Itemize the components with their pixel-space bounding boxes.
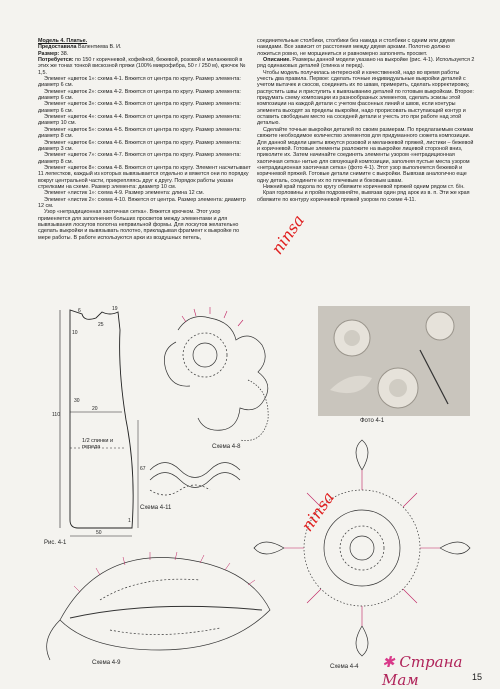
element-flower-2: Элемент «цветок 2»: схема 4-2. Вяжется от центра по кругу. Размер элемента: диаметр 6 см. xyxy=(38,88,241,102)
dim-30: 30 xyxy=(74,398,80,404)
logo-star-icon: ✱ xyxy=(382,653,395,671)
element-flower-3: Элемент «цветок 3»: схема 4-3. Вяжется от центра по кругу. Размер элемента: диаметр 6 см. xyxy=(38,101,241,114)
dim-19: 19 xyxy=(112,306,118,312)
dress-pattern-drawing xyxy=(60,310,138,536)
hem-paragraph: Нижний край подола по кругу обвяжите коричневой пряжей одним рядом ст. б/н. xyxy=(263,183,465,190)
dim-25: 25 xyxy=(98,322,104,328)
dim-20: 20 xyxy=(92,406,98,412)
element-flower-1: Элемент «цветок 1»: схема 4-1. Вяжется от центра по кругу. Размер элемента: диаметр 6 см. xyxy=(38,76,241,89)
element-flower-5: Элемент «цветок 5»: схема 4-5. Вяжется от центра по кругу. Размер элемента: диаметр 8 см. xyxy=(38,126,241,140)
description-label: Описание. xyxy=(263,57,291,64)
element-flower-4: Элемент «цветок 4»: схема 4-4. Вяжется от центра по кругу. Размер элемента: диаметр 10 см. xyxy=(38,114,241,127)
scheme-4-9-label: Схема 4-9 xyxy=(92,660,121,666)
figure-4-1-label: Рис. 4-1 xyxy=(44,540,67,546)
continuation: соединительные столбики, столбики без накида и столбики с одним или двумя накидами. Все зависит от расстояния между двумя арками. Полотно должно ложиться ровно, не морщиниться и равномерно заполнять просвет. xyxy=(257,38,455,57)
dim-50: 50 xyxy=(96,530,102,536)
element-leaf-2: Элемент «листик 2»: схема 4-10. Вяжется от центра. Размер элемента: диаметр 12 см. xyxy=(38,196,246,209)
watermark-signature-2: ninsa xyxy=(297,488,338,535)
back-front-label: 1/2 спинки и переда xyxy=(82,438,114,450)
scheme-4-9-drawing xyxy=(47,552,270,660)
scheme-4-8-label: Схема 4-8 xyxy=(212,444,241,450)
dim-6: 6 xyxy=(78,308,81,314)
provided-value: Валентиева В. И. xyxy=(76,44,122,51)
dim-67: 67 xyxy=(140,466,146,472)
site-logo xyxy=(382,653,500,689)
scheme-4-8-drawing xyxy=(164,307,268,441)
neckline-paragraph: Края горловины и пройм подровняйте, вывязав один ряд арок из в. п. Эти же края обвяжите по контуру коричневой пряжей узором по схеме 4-11. xyxy=(257,190,470,203)
photo-label: Фото 4-1 xyxy=(360,418,385,424)
mesh-pattern: Узор «нетрадиционная хаотичная сетка». Вяжется крючком. Этот узор применяется для заполнения больших просветов между элементами и для вывязывания лоскутов полотна непрвильной формы. Для лоскутов желательно сделать выкройки и вывязывать полотно, прикладывая фрагмент к выкройке по мере работы. В работе используются арки из воздушных петель, xyxy=(38,209,240,241)
model-title: Модель 4. Платье. xyxy=(38,38,88,44)
rules-paragraph: Чтобы модель получилась интересной и качественной, надо во время работы учесть два правила. Первое: сделать точные индивидуальные выкройки деталей с учетом вытачек и скосов, соединить их по швам, примерить, сделать корректировку, распустить швы и приступить к вывязыванию деталей по готовым выкройкам. Второе: придумать схему композиции из разнообразных элементов, сделать эскизы этой композиции на каждой детали с учетом фасонных линий и швов, если контуры элемента выходят за пределы выкройки, надо прорисовать выступающий контур и оставить свободным место на соседней детали и учесть это при работе над этой деталью. xyxy=(257,69,474,127)
page-number: 15 xyxy=(471,672,482,682)
materials-label: Потребуется: xyxy=(38,57,74,64)
provided-label: Предоставила xyxy=(38,44,77,51)
scheme-4-4-label: Схема 4-4 xyxy=(330,664,359,670)
watermark-signature-1: ninsa xyxy=(267,211,308,258)
dim-10: 10 xyxy=(72,330,78,336)
description-value: Размеры данной модели указано на выкройке (рис. 4-1). Используется 2 ряд одинаковых деталей (спинка и перед). xyxy=(257,57,475,70)
element-flower-8: Элемент «цветок 8»: схема 4-8. Вяжется от центра по кругу. Элемент насчитывает 11 лепестков, каждый из которых вывязывается отдельно и вяжется они по порядку вокруг центральной части, прикрепляясь друг к другу. Порядок работы указан стрелками на схеме. Размер элемента: диаметр 10 см. xyxy=(38,164,251,190)
assembly-paragraph: Сделайте точные выкройки деталей по своим размерам. По предлагаемым схемам свяжите необходимое количество элементов для придуманного сюжета композиции. Для данной модели цветы вяжутся розовой и меланжевой пряжей, листики – бежевой и коричневой. Готовые элементы разложите на выкройке лицевой стороной вниз, приколите их. Затем начинайте соединять элементы узором «нетрадиционная хаотичная сетка» нитью для связующей композиции, заполняя пустые места узором «нетрадиционная хаотичная сетка» (фото 4-1). Этот узор выполняется бежевой и коричневой пряжей. Готовые детали снимите с выкройки. Вывязав аналогично еще одну деталь, соедините их по плечевым и боковым швам. xyxy=(257,126,474,184)
materials-value: по 150 г коричневой, кофейной, бежевой, розовой и меланжевой в этих же тонах тонкой вискозной пряжи (100% микрофибра, 50 г / 250 м), крючок № 1,5. xyxy=(38,57,246,76)
logo-text: Страна Мам xyxy=(382,653,463,689)
scheme-4-11-drawing xyxy=(150,463,240,496)
size-value: 38. xyxy=(59,50,69,57)
element-leaf-1: Элемент «листик 1»: схема 4-9. Размер элемента: длина 12 см. xyxy=(44,190,205,197)
dim-110: 110 xyxy=(52,412,60,418)
photo-4-1 xyxy=(318,306,470,416)
scheme-4-11-label: Схема 4-11 xyxy=(140,505,172,511)
scheme-4-4-drawing xyxy=(254,440,470,656)
dim-1: 1 xyxy=(128,518,131,524)
element-flower-6: Элемент «цветок 6»: схема 4-6. Вяжется от центра по кругу. Размер элемента: диаметр 3 см. xyxy=(38,139,241,152)
size-label: Размер: xyxy=(38,50,60,57)
element-flower-7: Элемент «цветок 7»: схема 4-7. Вяжется от центра по кругу. Размер элемента: диаметр 8 см. xyxy=(38,152,241,165)
